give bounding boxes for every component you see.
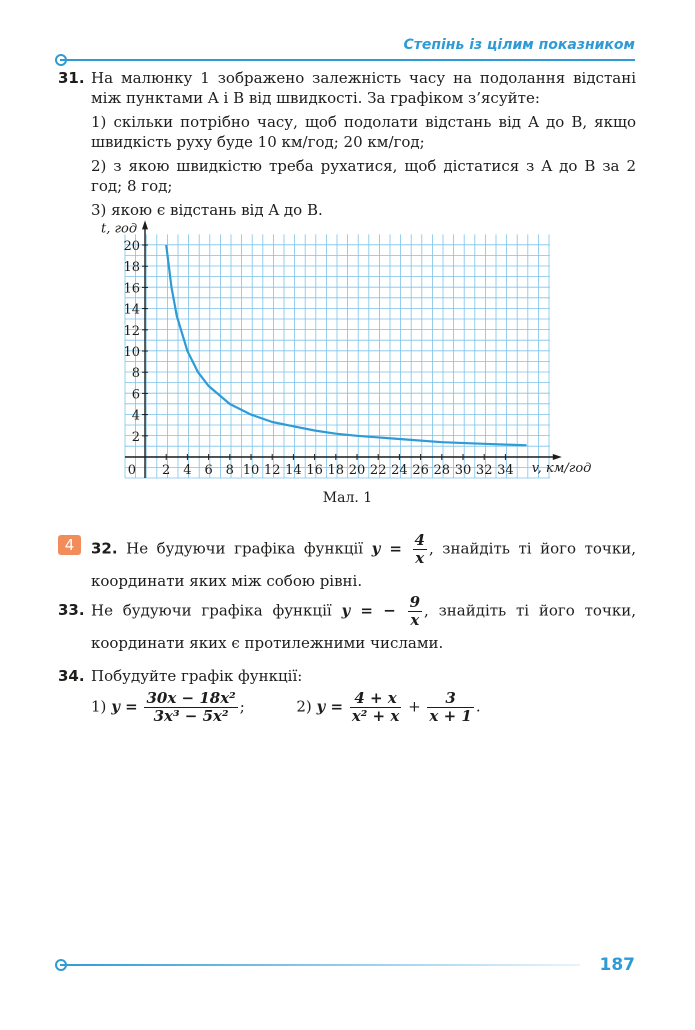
fraction <box>413 532 427 567</box>
x-tick-label: 14 <box>285 463 302 478</box>
y-tick-label: 12 <box>123 323 140 339</box>
x-tick-label: 2 <box>162 463 171 478</box>
problem-text-after: , знайдіть ті його точки, координати яких є протилежними числами. <box>91 601 636 652</box>
x-tick-label: 18 <box>327 463 345 478</box>
denominator: x + 1 <box>429 707 472 725</box>
formula-1-label: 1) <box>91 697 107 716</box>
x-axis-label: v, км/год <box>531 461 592 476</box>
question-2: 2) з якою швидкістю треба рухатися, щоб дістатися з A до B за 2 год; 8 год; <box>91 157 636 195</box>
footer-rule <box>60 964 580 966</box>
y-tick-label: 2 <box>131 429 140 445</box>
x-tick-label: 22 <box>369 463 387 478</box>
x-tick-label: 30 <box>454 463 472 478</box>
problem-34 <box>58 666 636 725</box>
x-tick-label: 16 <box>306 463 323 478</box>
x-tick-label: 28 <box>433 463 451 478</box>
numerator: 4 + x <box>350 690 401 708</box>
y-tick-label: 20 <box>123 239 140 254</box>
y-tick-label: 10 <box>123 345 140 360</box>
header-rule <box>60 59 635 61</box>
x-tick-label: 34 <box>497 463 514 478</box>
x-tick-label: 6 <box>204 463 213 478</box>
problem-31 <box>58 68 636 224</box>
question-3: 3) якою є відстань від A до B. <box>91 201 323 219</box>
denominator: 3x³ − 5x² <box>153 707 229 725</box>
problem-intro: Побудуйте графік функції: <box>91 667 303 685</box>
denominator: x² + x <box>351 707 400 725</box>
level-badge: 4 <box>58 535 81 555</box>
section-title: Степінь із цілим показником <box>403 37 635 53</box>
formula-2-end: . <box>475 697 481 716</box>
problem-number: 34. <box>58 667 85 685</box>
x-tick-label: 4 <box>183 463 192 478</box>
x-tick-label: 26 <box>412 463 429 478</box>
chart-svg <box>95 212 595 482</box>
x-tick-label: 10 <box>242 463 260 478</box>
numerator: 3 <box>427 690 473 708</box>
y-axis-arrow <box>142 220 148 229</box>
y-axis-label: t, год <box>101 221 138 237</box>
problem-33 <box>58 594 636 657</box>
y-tick-label: 4 <box>131 408 140 424</box>
formula-2-fraction-2 <box>427 690 473 725</box>
formula-1-lhs: y = <box>111 697 138 716</box>
problem-text-after: , знайдіть ті його точки, координати яких між собою рівні. <box>91 539 636 590</box>
problem-text-before: Не будуючи графіка функції <box>126 539 364 558</box>
question-1: 1) скільки потрібно часу, щоб подолати відстань від A до B, якщо швидкість руху буде 10 км/год; 20 км/год; <box>91 113 636 151</box>
problem-number: 33. <box>58 601 85 619</box>
y-tick-label: 6 <box>131 387 140 403</box>
formula-2-lhs: y = <box>316 697 344 716</box>
y-tick-label: 16 <box>123 281 140 297</box>
formula-2-fraction-1 <box>350 690 401 725</box>
origin-label: 0 <box>127 463 136 478</box>
x-tick-label: 20 <box>348 463 366 478</box>
problem-intro: На малюнку 1 зображено залежність часу на подолання відстані між пунктами A і B від швидкості. За графіком з’ясуйте: <box>91 69 636 107</box>
problem-number: 32. <box>91 539 118 558</box>
y-tick-label: 14 <box>123 302 140 318</box>
x-tick-label: 12 <box>263 463 281 478</box>
denominator: x <box>410 611 420 629</box>
figure-caption: Мал. 1 <box>322 490 373 506</box>
page-number: 187 <box>599 955 635 975</box>
numerator: 30x − 18x² <box>146 689 236 707</box>
problem-32 <box>58 532 636 595</box>
function-lhs: y = − <box>341 601 396 620</box>
denominator: x <box>415 549 425 567</box>
function-lhs: y = <box>371 539 402 558</box>
numerator: 9 <box>409 593 421 611</box>
formula-1-fraction <box>144 690 237 725</box>
formula-1-end: ; <box>239 697 245 716</box>
numerator: 4 <box>414 531 425 549</box>
problem-number: 31. <box>58 69 85 87</box>
formula-2-label: 2) <box>296 697 312 716</box>
y-tick-label: 8 <box>131 366 140 382</box>
x-tick-label: 8 <box>225 463 234 478</box>
x-tick-label: 24 <box>391 463 408 478</box>
problem-text-before: Не будуючи графіка функції <box>91 601 332 620</box>
y-tick-label: 18 <box>123 260 140 276</box>
x-tick-label: 32 <box>475 463 493 478</box>
chart-figure <box>95 212 595 502</box>
plus-sign: + <box>408 697 421 716</box>
x-axis-arrow <box>553 454 562 460</box>
fraction <box>408 594 422 629</box>
